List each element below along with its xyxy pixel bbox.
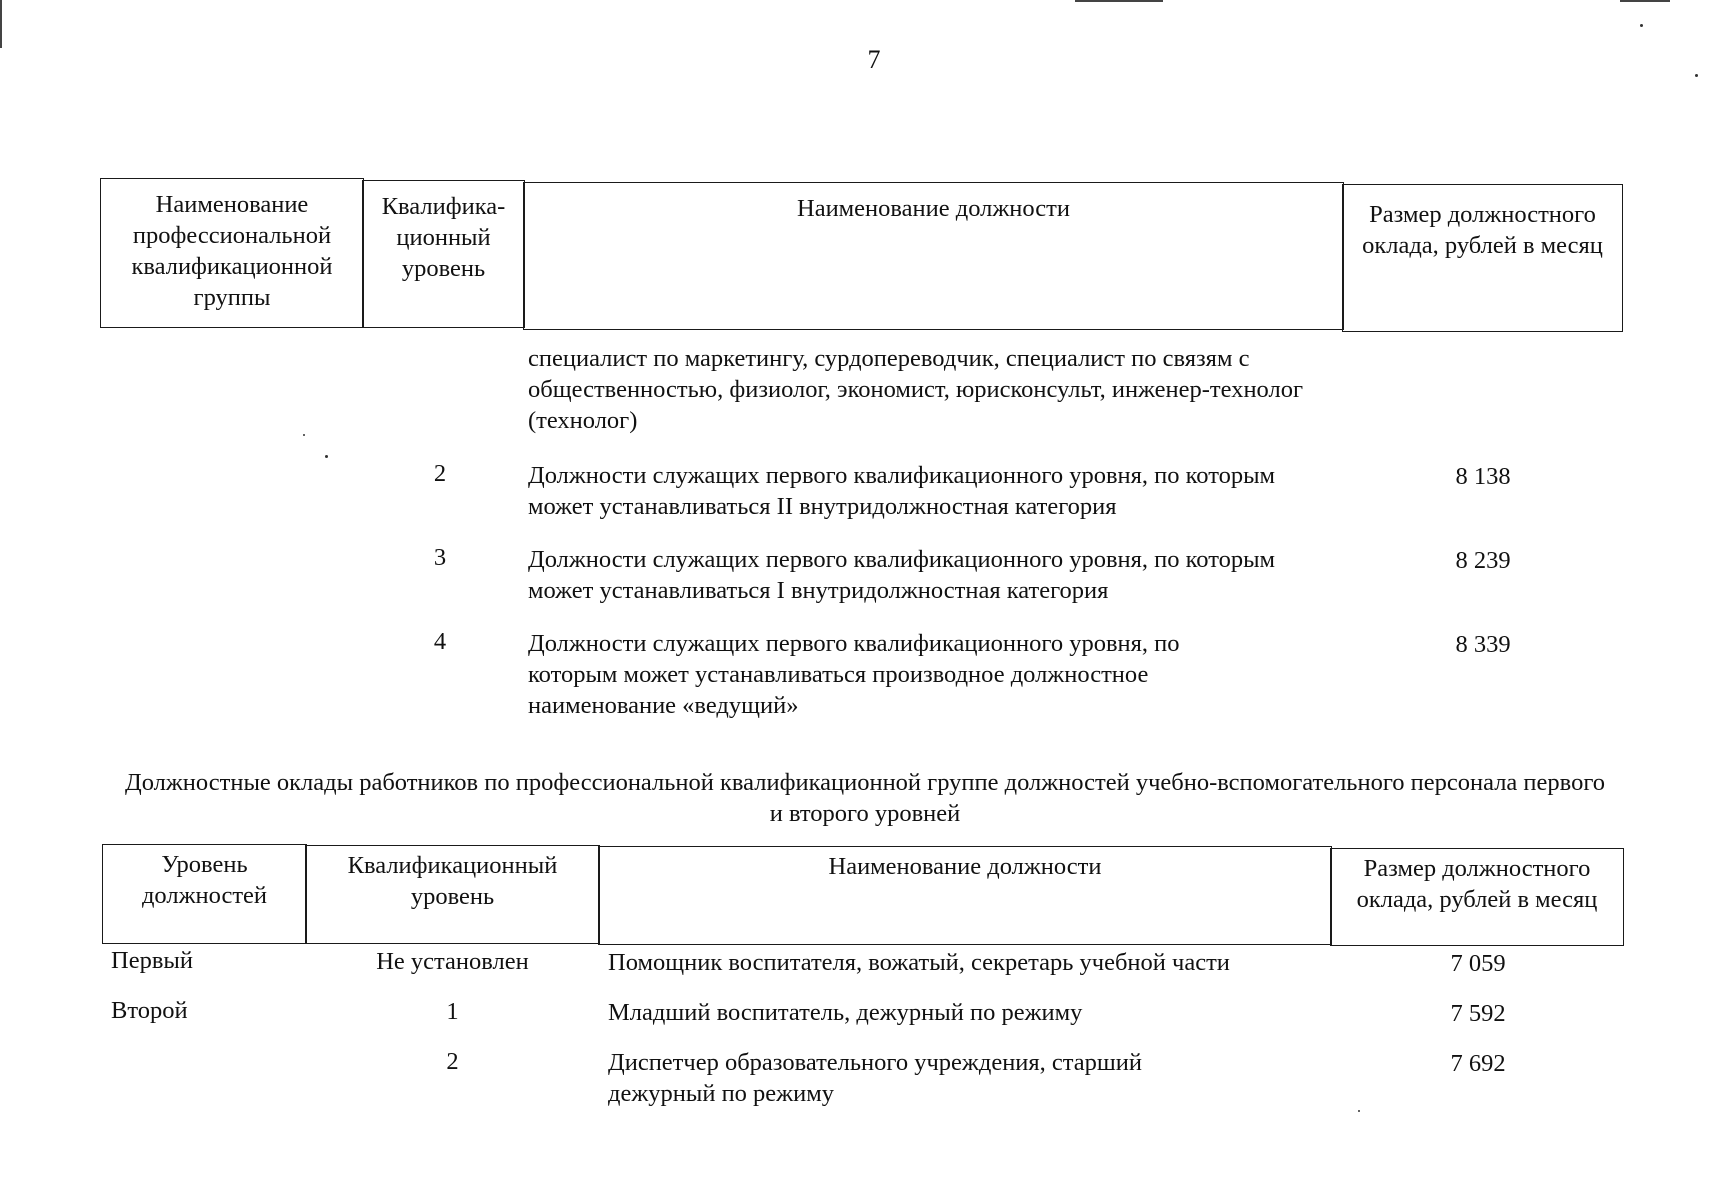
scan-edge-line bbox=[1075, 0, 1163, 2]
table2-row-level: 1 bbox=[446, 998, 459, 1025]
table1-row-position: Должности служащих первого квалификационного уровня, по которым может устанавливаться I внутридолжностная категория bbox=[528, 546, 1276, 604]
table2-header-salary bbox=[1330, 848, 1624, 946]
section-title: Должностные оклады работников по профессиональной квалификационной группе должностей учебно-вспомогательного персонала первого и второго уровней bbox=[124, 769, 1606, 827]
table1-row-level: 4 bbox=[433, 628, 447, 655]
table2-header-salary-text: Размер должностного оклада, рублей в месяц bbox=[1356, 855, 1598, 913]
table1-header-group bbox=[100, 178, 364, 328]
table2-header-tier-text: Уровень должностей bbox=[141, 851, 268, 909]
table1-header-group-text: Наименование профессиональной квалификационной группы bbox=[131, 191, 333, 311]
table1-row-position: Должности служащих первого квалификационного уровня, по которым может устанавливаться производное должностное наименование «ведущий» bbox=[528, 630, 1180, 719]
table1-row-level: 2 bbox=[433, 460, 447, 487]
table2-header-level bbox=[305, 845, 600, 944]
table2-row-salary: 7 059 bbox=[1450, 950, 1506, 977]
table2-header-tier bbox=[102, 844, 307, 944]
table1-header-level-text: Квалифика-ционный уровень bbox=[381, 193, 506, 282]
table1-continuation-text: специалист по маркетингу, сурдопереводчик, специалист по связям с общественностью, физиолог, экономист, юрисконсульт, инженер-технолог (технолог) bbox=[528, 345, 1304, 434]
scan-speck bbox=[1640, 24, 1643, 27]
table2-row-salary: 7 592 bbox=[1450, 1000, 1506, 1027]
scan-edge-line bbox=[1620, 0, 1670, 2]
table2-row-level: 2 bbox=[446, 1048, 459, 1075]
table1-row-level: 3 bbox=[433, 544, 447, 571]
table1-row-salary: 8 239 bbox=[1455, 547, 1511, 574]
table1-header-salary-text: Размер должностного оклада, рублей в месяц bbox=[1362, 201, 1603, 259]
table1-row-position: Должности служащих первого квалификационного уровня, по которым может устанавливаться II внутридолжностная категория bbox=[528, 462, 1276, 520]
scan-edge-line bbox=[0, 0, 2, 48]
scan-speck bbox=[1695, 74, 1698, 77]
table2-row-salary: 7 692 bbox=[1450, 1050, 1506, 1077]
table2-row-position: Младший воспитатель, дежурный по режиму bbox=[608, 999, 1083, 1026]
table2-row-position: Диспетчер образовательного учреждения, старший дежурный по режиму bbox=[608, 1049, 1143, 1107]
page-number: 7 bbox=[867, 45, 881, 74]
table2-header-position-text: Наименование должности bbox=[828, 853, 1102, 880]
table1-header-position bbox=[523, 182, 1344, 330]
table2-header-position bbox=[598, 846, 1332, 945]
scan-speck bbox=[303, 434, 305, 436]
table2-row-tier: Второй bbox=[111, 997, 188, 1024]
table1-row-salary: 8 339 bbox=[1455, 631, 1511, 658]
table2-header-level-text: Квалификационный уровень bbox=[347, 852, 558, 910]
scan-speck bbox=[1358, 1110, 1360, 1112]
table1-header-salary bbox=[1342, 184, 1623, 332]
table2-row-tier: Первый bbox=[111, 947, 193, 974]
table2-row-level: Не установлен bbox=[376, 948, 529, 975]
table1-row-salary: 8 138 bbox=[1455, 463, 1511, 490]
table2-row-position: Помощник воспитателя, вожатый, секретарь учебной части bbox=[608, 949, 1230, 976]
table1-header-position-text: Наименование должности bbox=[797, 195, 1070, 222]
scan-speck bbox=[325, 455, 328, 458]
table1-header-level bbox=[362, 180, 525, 328]
